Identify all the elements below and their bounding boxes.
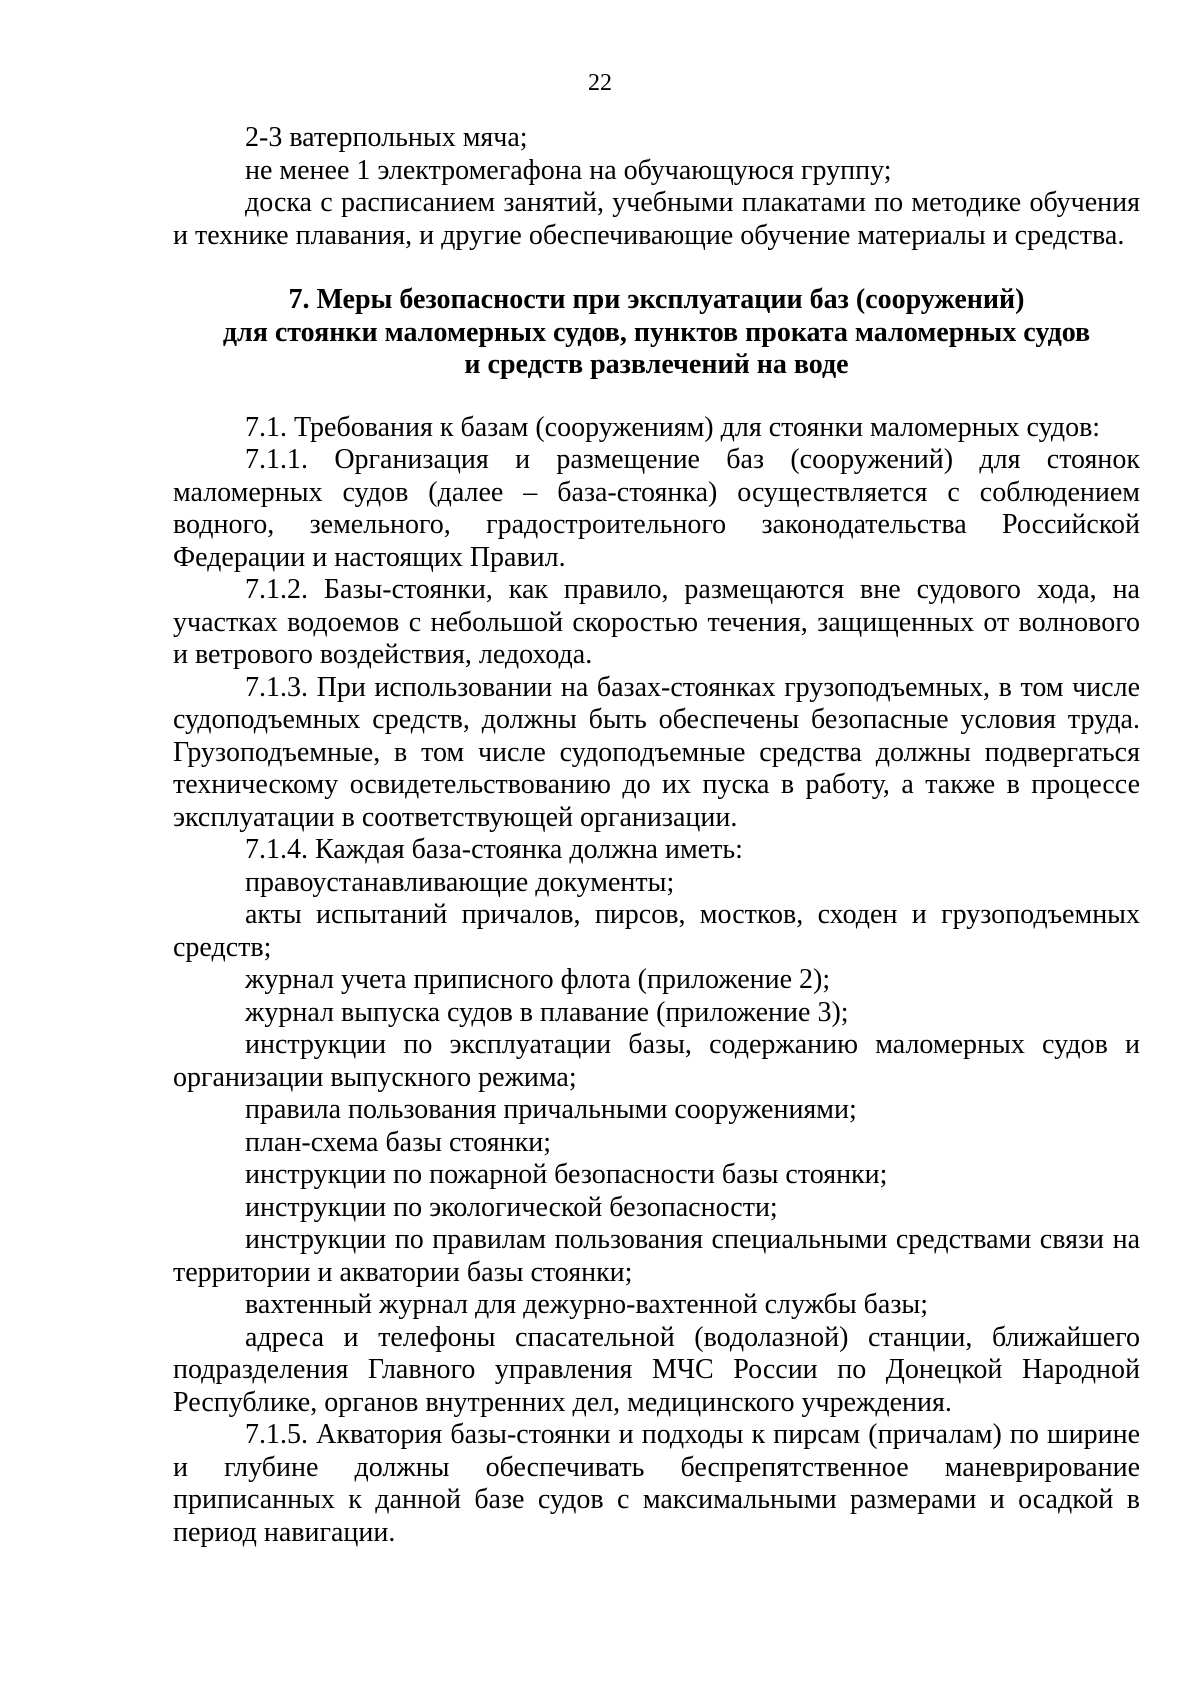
list-item: адреса и телефоны спасательной (водолазной) станции, ближайшего подразделения Главного управления МЧС России по Донецкой Народной Республике, органов внутренних дел, медицинского учреждения.	[173, 1321, 1140, 1418]
list-item: правоустанавливающие документы;	[245, 866, 675, 898]
paragraph: доска с расписанием занятий, учебными плакатами по методике обучения и технике плавания, и другие обеспечивающие обучение материалы и средства.	[173, 187, 1140, 251]
paragraph: 7.1.4. Каждая база-стоянка должна иметь:	[245, 834, 743, 865]
list-item: вахтенный журнал для дежурно-вахтенной службы базы;	[245, 1289, 929, 1320]
paragraph: не менее 1 электромегафона на обучающуюся группу;	[245, 154, 892, 186]
section-heading-line: и средств развлечений на воде	[464, 349, 849, 380]
paragraph: 7.1. Требования к базам (сооружениям) для стоянки маломерных судов:	[245, 411, 1101, 443]
list-item: инструкции по пожарной безопасности базы стоянки;	[245, 1159, 888, 1190]
list-item: журнал выпуска судов в плавание (приложение 3);	[245, 996, 849, 1028]
paragraph: 7.1.1. Организация и размещение баз (сооружений) для стоянок маломерных судов (далее – база-стоянка) осуществляется с соблюдением водного, земельного, градостроительного законодательства Российской Федерации и настоящих Правил.	[173, 444, 1140, 573]
section-heading-line: для стоянки маломерных судов, пунктов проката маломерных судов	[222, 316, 1091, 348]
list-item: инструкции по экологической безопасности;	[245, 1191, 778, 1223]
section-heading	[173, 284, 1140, 382]
list-item: правила пользования причальными сооружениями;	[245, 1094, 857, 1125]
list-item: журнал учета приписного флота (приложение 2);	[245, 964, 831, 995]
list-item: акты испытаний причалов, пирсов, мостков, сходен и грузоподъемных средств;	[173, 899, 1140, 963]
page-number: 22	[588, 70, 612, 96]
paragraph: 2-3 ватерпольных мяча;	[245, 122, 528, 153]
paragraph: 7.1.5. Акватория базы-стоянки и подходы к пирсам (причалам) по ширине и глубине должны обеспечивать беспрепятственное маневрирование приписанных к данной базе судов с максимальными размерами и осадкой в период навигации.	[173, 1419, 1140, 1548]
section-heading-line: 7. Меры безопасности при эксплуатации баз (сооружений)	[288, 284, 1025, 315]
paragraph: 7.1.2. Базы-стоянки, как правило, размещаются вне судового хода, на участках водоемов с небольшой скоростью течения, защищенных от волнового и ветрового воздействия, ледохода.	[173, 574, 1140, 670]
document-body	[173, 122, 1140, 1549]
list-item: инструкции по правилам пользования специальными средствами связи на территории и акватории базы стоянки;	[173, 1224, 1140, 1288]
paragraph: 7.1.3. При использовании на базах-стоянках грузоподъемных, в том числе судоподъемных средств, должны быть обеспечены безопасные условия труда. Грузоподъемные, в том числе судоподъемные средства должны подвергаться техническому освидетельствованию до их пуска в работу, а также в процессе эксплуатации в соответствующей организации.	[173, 671, 1140, 833]
list-item: план-схема базы стоянки;	[245, 1126, 551, 1158]
list-item: инструкции по эксплуатации базы, содержанию маломерных судов и организации выпускного режима;	[173, 1029, 1140, 1093]
